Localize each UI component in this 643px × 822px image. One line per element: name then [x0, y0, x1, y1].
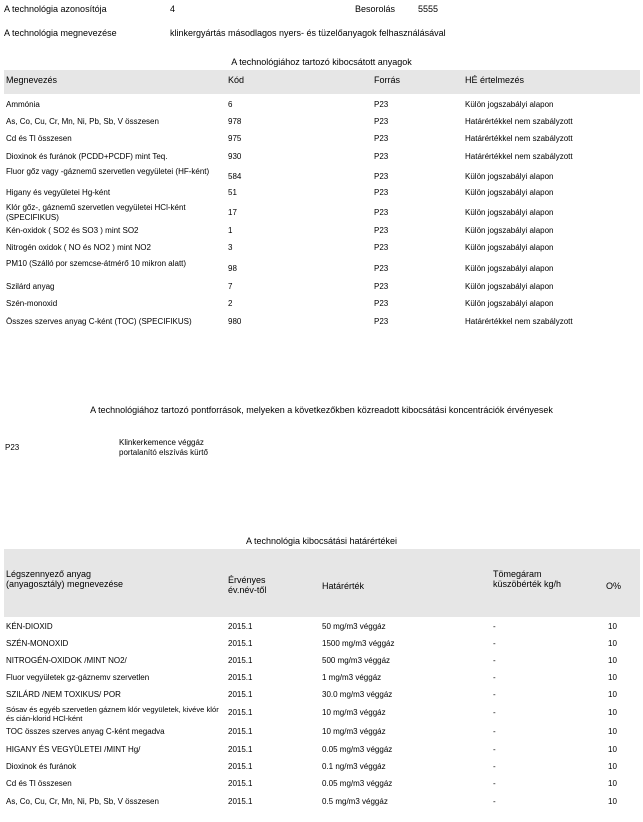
limit-value: 10 mg/m3 véggáz: [322, 708, 386, 717]
limit-pollutant: SZÉN-MONOXID: [6, 639, 69, 648]
limits-col-limit: Határérték: [322, 581, 365, 591]
material-code: 3: [228, 243, 233, 252]
limit-pollutant: Dioxinok és furánok: [6, 762, 77, 771]
limits-col-valid: Érvényes év.név-től: [228, 575, 267, 595]
limit-valid: 2015.1: [228, 727, 253, 736]
limit-o2: 10: [608, 690, 617, 699]
materials-title: A technológiához tartozó kibocsátott anyagok: [231, 57, 412, 67]
limit-o2: 10: [608, 622, 617, 631]
limit-mass: -: [493, 673, 496, 682]
material-source: P23: [374, 134, 389, 143]
limit-pollutant: HIGANY ÉS VEGYÜLETEI /MINT Hg/: [6, 745, 141, 754]
material-code: 2: [228, 299, 233, 308]
limit-pollutant: KÉN-DIOXID: [6, 622, 53, 631]
classification-label: Besorolás: [355, 4, 396, 14]
material-source: P23: [374, 208, 389, 217]
limit-mass: -: [493, 762, 496, 771]
tech-name-value: klinkergyártás másodlagos nyers- és tüzelőanyagok felhasználásával: [170, 28, 446, 38]
limit-value: 10 mg/m3 véggáz: [322, 727, 386, 736]
material-source: P23: [374, 188, 389, 197]
material-source: P23: [374, 264, 389, 273]
limit-o2: 10: [608, 673, 617, 682]
points-title: A technológiához tartozó pontforrások, melyeken a következőkben közreadott kibocsátási koncentrációk érvényesek: [90, 405, 553, 415]
tech-id-value: 4: [170, 4, 176, 14]
classification-value: 5555: [418, 4, 439, 14]
limit-pollutant: As, Co, Cu, Cr, Mn, Ni, Pb, Sb, V összesen: [6, 797, 159, 806]
limit-o2: 10: [608, 797, 617, 806]
limit-value: 1 mg/m3 véggáz: [322, 673, 382, 682]
limits-col-pollutant: Légszennyező anyag (anyagosztály) megnevezése: [6, 569, 124, 589]
limits-col-mass: Tömegáram küszöbérték kg/h: [493, 569, 562, 589]
materials-col-code: Kód: [228, 75, 245, 85]
material-he: Külön jogszabályi alapon: [465, 172, 554, 181]
limit-valid: 2015.1: [228, 762, 253, 771]
material-name: Klór gőz-, gáznemű szervetlen vegyületei HCl-ként (SPECIFIKUS): [6, 203, 186, 222]
material-code: 7: [228, 282, 233, 291]
limit-value: 30.0 mg/m3 véggáz: [322, 690, 393, 699]
limit-valid: 2015.1: [228, 673, 253, 682]
material-source: P23: [374, 100, 389, 109]
material-he: Külön jogszabályi alapon: [465, 100, 554, 109]
material-source: P23: [374, 317, 389, 326]
point-source-desc: Klinkerkemence véggáz portalanító elszívás kürtő: [119, 438, 208, 457]
limit-mass: -: [493, 639, 496, 648]
material-he: Külön jogszabályi alapon: [465, 226, 554, 235]
point-source-code: P23: [5, 443, 20, 452]
material-source: P23: [374, 299, 389, 308]
material-source: P23: [374, 117, 389, 126]
limit-valid: 2015.1: [228, 656, 253, 665]
material-name: Összes szerves anyag C-ként (TOC) (SPECIFIKUS): [6, 317, 192, 326]
material-name: Dioxinok és furánok (PCDD+PCDF) mint Teq.: [6, 152, 168, 161]
material-source: P23: [374, 243, 389, 252]
limit-pollutant: Cd és Tl összesen: [6, 779, 72, 788]
material-name: Cd és Tl összesen: [6, 134, 72, 143]
limit-o2: 10: [608, 656, 617, 665]
materials-col-source: Forrás: [374, 75, 401, 85]
limit-o2: 10: [608, 727, 617, 736]
limit-pollutant: SZILÁRD /NEM TOXIKUS/ POR: [6, 690, 121, 699]
limit-pollutant: TOC összes szerves anyag C-ként megadva: [6, 727, 165, 736]
tech-name-label: A technológia megnevezése: [4, 28, 117, 38]
limit-pollutant: Fluor vegyületek gz-gáznemv szervetlen: [6, 673, 150, 682]
material-code: 51: [228, 188, 237, 197]
material-he: Külön jogszabályi alapon: [465, 208, 554, 217]
material-code: 930: [228, 152, 242, 161]
material-he: Határértékkel nem szabályzott: [465, 117, 573, 126]
limit-mass: -: [493, 779, 496, 788]
material-name: Szilárd anyag: [6, 282, 55, 291]
tech-id-label: A technológia azonosítója: [4, 4, 107, 14]
limit-o2: 10: [608, 779, 617, 788]
material-source: P23: [374, 152, 389, 161]
limit-mass: -: [493, 797, 496, 806]
limit-value: 500 mg/m3 véggáz: [322, 656, 391, 665]
limit-o2: 10: [608, 708, 617, 717]
limit-mass: -: [493, 727, 496, 736]
material-he: Határértékkel nem szabályzott: [465, 134, 573, 143]
material-name: Kén-oxidok ( SO2 és SO3 ) mint SO2: [6, 226, 139, 235]
limit-valid: 2015.1: [228, 745, 253, 754]
material-he: Külön jogszabályi alapon: [465, 243, 554, 252]
limit-value: 0.1 ng/m3 véggáz: [322, 762, 386, 771]
material-code: 978: [228, 117, 242, 126]
material-name: Fluor gőz vagy -gáznemű szervetlen vegyületei (HF-ként): [6, 167, 210, 176]
limit-value: 1500 mg/m3 véggáz: [322, 639, 395, 648]
materials-header-bar: [4, 70, 640, 94]
material-he: Határértékkel nem szabályzott: [465, 152, 573, 161]
limit-mass: -: [493, 745, 496, 754]
materials-col-he: HÉ értelmezés: [465, 75, 525, 85]
material-name: Nitrogén oxidok ( NO és NO2 ) mint NO2: [6, 243, 151, 252]
limit-mass: -: [493, 622, 496, 631]
material-name: Szén-monoxid: [6, 299, 58, 308]
material-code: 98: [228, 264, 237, 273]
material-he: Külön jogszabályi alapon: [465, 188, 554, 197]
limit-o2: 10: [608, 762, 617, 771]
limit-o2: 10: [608, 639, 617, 648]
material-he: Külön jogszabályi alapon: [465, 264, 554, 273]
limit-mass: -: [493, 690, 496, 699]
material-he: Határértékkel nem szabályzott: [465, 317, 573, 326]
material-he: Külön jogszabályi alapon: [465, 299, 554, 308]
material-source: P23: [374, 226, 389, 235]
limit-valid: 2015.1: [228, 779, 253, 788]
material-code: 975: [228, 134, 242, 143]
material-name: PM10 (Szálló por szemcse-átmérő 10 mikron alatt): [6, 259, 187, 268]
limit-valid: 2015.1: [228, 797, 253, 806]
limit-valid: 2015.1: [228, 708, 253, 717]
limit-valid: 2015.1: [228, 639, 253, 648]
material-name: Ammónia: [6, 100, 40, 109]
material-code: 1: [228, 226, 233, 235]
limit-mass: -: [493, 656, 496, 665]
limit-o2: 10: [608, 745, 617, 754]
material-name: Higany és vegyületei Hg-ként: [6, 188, 111, 197]
material-code: 6: [228, 100, 233, 109]
limit-mass: -: [493, 708, 496, 717]
limits-title: A technológia kibocsátási határértékei: [245, 536, 398, 546]
materials-col-name: Megnevezés: [6, 75, 58, 85]
limit-value: 0.05 mg/m3 véggáz: [322, 745, 393, 754]
limits-col-o2: O%: [606, 581, 622, 591]
material-code: 980: [228, 317, 242, 326]
limit-pollutant: Sósav és egyéb szervetlen gáznem klór vegyületek, kivéve klór és cián-klorid HCl-ként: [6, 705, 219, 723]
limit-value: 0.5 mg/m3 véggáz: [322, 797, 388, 806]
material-code: 584: [228, 172, 242, 181]
material-source: P23: [374, 172, 389, 181]
material-name: As, Co, Cu, Cr, Mn, Ni, Pb, Sb, V összesen: [6, 117, 159, 126]
material-source: P23: [374, 282, 389, 291]
limit-valid: 2015.1: [228, 622, 253, 631]
limit-value: 0.05 mg/m3 véggáz: [322, 779, 393, 788]
limit-pollutant: NITROGÉN-OXIDOK /MINT NO2/: [6, 656, 127, 665]
material-he: Külön jogszabályi alapon: [465, 282, 554, 291]
limit-valid: 2015.1: [228, 690, 253, 699]
limit-value: 50 mg/m3 véggáz: [322, 622, 386, 631]
material-code: 17: [228, 208, 237, 217]
